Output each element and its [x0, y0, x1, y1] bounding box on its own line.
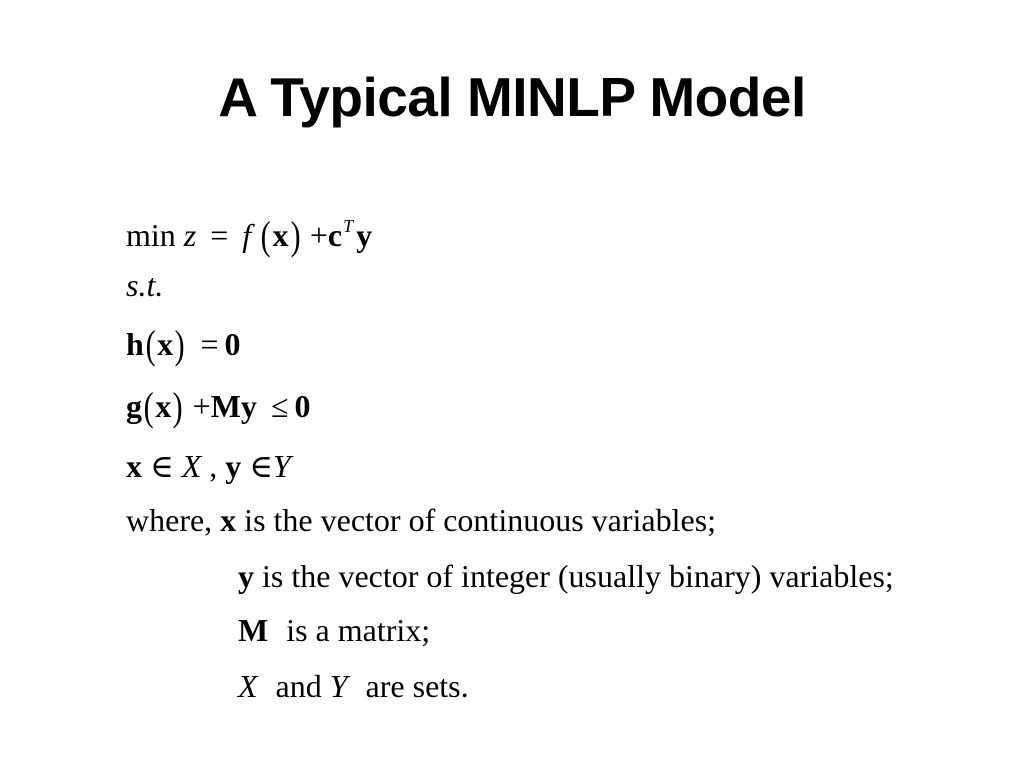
and-word: and — [275, 668, 322, 704]
element-of-sign: ∈ — [150, 448, 174, 484]
vector-y: y — [225, 448, 242, 484]
right-paren: ) — [174, 322, 185, 367]
vector-y: y — [356, 217, 373, 253]
subject-to-label: s.t. — [126, 267, 164, 303]
left-paren: ( — [260, 213, 271, 258]
m-description — [238, 610, 430, 650]
slide-title: A Typical MINLP Model — [218, 66, 806, 128]
zero-vector: 0 — [224, 326, 241, 362]
matrix-M: M — [238, 612, 269, 648]
equals-sign: = — [210, 217, 229, 253]
function-g: g — [126, 388, 142, 424]
x-description-text: is the vector of continuous variables; — [244, 502, 717, 538]
function-h: h — [126, 326, 144, 362]
y-description-text: is the vector of integer (usually binary) variables; — [262, 558, 894, 594]
vector-y: y — [238, 558, 254, 594]
leq-sign: ≤ — [270, 388, 289, 424]
vector-x: x — [155, 388, 172, 424]
domain-constraint — [126, 446, 291, 486]
equals-sign: = — [200, 326, 219, 362]
plus-sign: + — [309, 217, 328, 253]
function-f: f — [242, 217, 252, 253]
where-x-description — [126, 500, 716, 540]
left-paren: ( — [145, 322, 156, 367]
inequality-constraint — [126, 386, 310, 427]
vector-x: x — [157, 326, 174, 362]
set-Y: Y — [329, 668, 348, 704]
sets-description-text: are sets. — [365, 668, 469, 704]
zero-vector: 0 — [294, 388, 311, 424]
transpose-superscript: T — [343, 216, 354, 236]
set-Y: Y — [272, 448, 291, 484]
vector-x: x — [272, 217, 289, 253]
right-paren: ) — [172, 384, 183, 429]
element-of-sign: ∈ — [249, 448, 273, 484]
comma: , — [209, 448, 218, 484]
sets-description — [238, 666, 469, 706]
min-operator: min — [126, 217, 176, 253]
matrix-product-My: My — [210, 388, 257, 424]
right-paren: ) — [290, 213, 301, 258]
plus-sign: + — [192, 388, 211, 424]
objective-z: z — [183, 217, 197, 253]
objective-line — [126, 206, 372, 256]
vector-x: x — [220, 502, 237, 538]
left-paren: ( — [143, 384, 154, 429]
y-description — [238, 556, 894, 596]
vector-c: c — [327, 217, 343, 253]
equality-constraint — [126, 324, 241, 365]
m-description-text: is a matrix; — [286, 612, 431, 648]
where-prefix: where, — [126, 502, 213, 538]
set-X: X — [181, 448, 202, 484]
vector-x: x — [126, 448, 142, 484]
set-X: X — [238, 668, 258, 704]
